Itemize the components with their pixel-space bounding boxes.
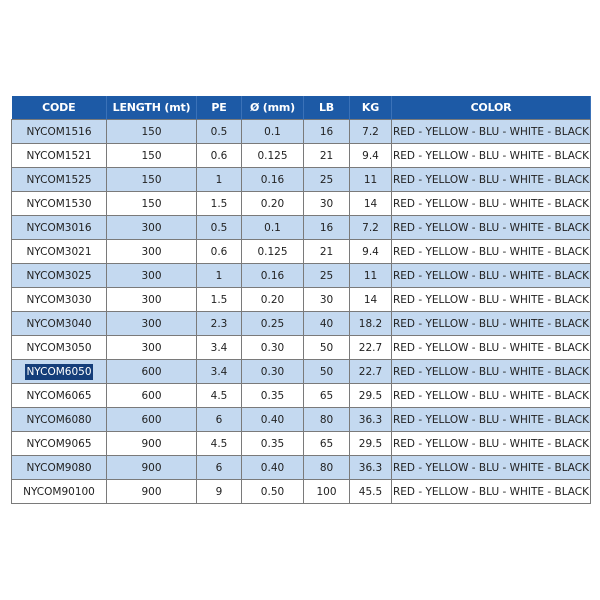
cell-kg: 9.4 [350, 144, 392, 168]
cell-pe: 0.6 [197, 144, 242, 168]
cell-color: RED - YELLOW - BLU - WHITE - BLACK [392, 480, 591, 504]
cell-length: 600 [107, 408, 197, 432]
cell-color: RED - YELLOW - BLU - WHITE - BLACK [392, 432, 591, 456]
cell-kg: 14 [350, 288, 392, 312]
cell-diameter: 0.25 [242, 312, 304, 336]
cell-lb: 50 [304, 360, 350, 384]
cell-color: RED - YELLOW - BLU - WHITE - BLACK [392, 264, 591, 288]
table-row [12, 144, 591, 168]
cell-code: NYCOM3050 [12, 336, 107, 360]
table-row [12, 240, 591, 264]
cell-lb: 50 [304, 336, 350, 360]
cell-length: 300 [107, 288, 197, 312]
cell-kg: 36.3 [350, 408, 392, 432]
table-header-row [12, 96, 591, 120]
header-kg: KG [350, 96, 392, 120]
cell-color: RED - YELLOW - BLU - WHITE - BLACK [392, 192, 591, 216]
cell-diameter: 0.125 [242, 144, 304, 168]
cell-code: NYCOM3030 [12, 288, 107, 312]
cell-code: NYCOM90100 [12, 480, 107, 504]
cell-pe: 1 [197, 264, 242, 288]
cell-length: 300 [107, 216, 197, 240]
cell-color: RED - YELLOW - BLU - WHITE - BLACK [392, 360, 591, 384]
cell-code [12, 360, 107, 384]
product-spec-table [11, 96, 591, 504]
cell-kg: 45.5 [350, 480, 392, 504]
table-row [12, 192, 591, 216]
cell-kg: 11 [350, 264, 392, 288]
cell-color: RED - YELLOW - BLU - WHITE - BLACK [392, 336, 591, 360]
cell-code: NYCOM9065 [12, 432, 107, 456]
header-lb: LB [304, 96, 350, 120]
cell-length: 150 [107, 120, 197, 144]
cell-kg: 22.7 [350, 360, 392, 384]
cell-lb: 80 [304, 408, 350, 432]
cell-lb: 65 [304, 384, 350, 408]
table-row [12, 168, 591, 192]
cell-kg: 36.3 [350, 456, 392, 480]
table-row [12, 216, 591, 240]
cell-length: 300 [107, 264, 197, 288]
cell-length: 150 [107, 192, 197, 216]
cell-code: NYCOM1530 [12, 192, 107, 216]
selected-text-highlight[interactable]: NYCOM6050 [26, 365, 92, 378]
cell-kg: 7.2 [350, 120, 392, 144]
cell-diameter: 0.20 [242, 288, 304, 312]
cell-kg: 14 [350, 192, 392, 216]
cell-kg: 29.5 [350, 432, 392, 456]
cell-pe: 1.5 [197, 288, 242, 312]
cell-color: RED - YELLOW - BLU - WHITE - BLACK [392, 120, 591, 144]
cell-code: NYCOM3025 [12, 264, 107, 288]
cell-code: NYCOM3021 [12, 240, 107, 264]
cell-color: RED - YELLOW - BLU - WHITE - BLACK [392, 144, 591, 168]
cell-lb: 40 [304, 312, 350, 336]
cell-color: RED - YELLOW - BLU - WHITE - BLACK [392, 408, 591, 432]
cell-color: RED - YELLOW - BLU - WHITE - BLACK [392, 216, 591, 240]
cell-diameter: 0.35 [242, 432, 304, 456]
cell-lb: 16 [304, 216, 350, 240]
table-row [12, 312, 591, 336]
cell-lb: 30 [304, 192, 350, 216]
cell-pe: 0.6 [197, 240, 242, 264]
cell-lb: 25 [304, 168, 350, 192]
cell-pe: 0.5 [197, 120, 242, 144]
cell-pe: 4.5 [197, 384, 242, 408]
table-row [12, 264, 591, 288]
cell-lb: 65 [304, 432, 350, 456]
cell-pe: 6 [197, 456, 242, 480]
cell-color: RED - YELLOW - BLU - WHITE - BLACK [392, 168, 591, 192]
cell-kg: 18.2 [350, 312, 392, 336]
cell-length: 900 [107, 480, 197, 504]
cell-diameter: 0.16 [242, 168, 304, 192]
table-row [12, 480, 591, 504]
cell-diameter: 0.30 [242, 360, 304, 384]
cell-color: RED - YELLOW - BLU - WHITE - BLACK [392, 240, 591, 264]
cell-color: RED - YELLOW - BLU - WHITE - BLACK [392, 288, 591, 312]
cell-diameter: 0.40 [242, 456, 304, 480]
cell-pe: 1.5 [197, 192, 242, 216]
table-row [12, 120, 591, 144]
cell-length: 300 [107, 312, 197, 336]
header-color: COLOR [392, 96, 591, 120]
cell-length: 150 [107, 168, 197, 192]
table-row [12, 456, 591, 480]
cell-kg: 7.2 [350, 216, 392, 240]
table-row [12, 432, 591, 456]
header-code: CODE [12, 96, 107, 120]
cell-length: 900 [107, 432, 197, 456]
cell-lb: 21 [304, 240, 350, 264]
cell-kg: 29.5 [350, 384, 392, 408]
table-row [12, 384, 591, 408]
cell-pe: 4.5 [197, 432, 242, 456]
cell-code: NYCOM1516 [12, 120, 107, 144]
cell-kg: 22.7 [350, 336, 392, 360]
cell-diameter: 0.40 [242, 408, 304, 432]
cell-diameter: 0.30 [242, 336, 304, 360]
table-row [12, 360, 591, 384]
cell-code: NYCOM6065 [12, 384, 107, 408]
cell-kg: 9.4 [350, 240, 392, 264]
cell-lb: 100 [304, 480, 350, 504]
cell-code: NYCOM3040 [12, 312, 107, 336]
table-row [12, 336, 591, 360]
cell-pe: 3.4 [197, 360, 242, 384]
cell-pe: 6 [197, 408, 242, 432]
cell-length: 300 [107, 240, 197, 264]
header-length: LENGTH (mt) [107, 96, 197, 120]
table-row [12, 408, 591, 432]
cell-pe: 2.3 [197, 312, 242, 336]
cell-code: NYCOM6080 [12, 408, 107, 432]
cell-pe: 0.5 [197, 216, 242, 240]
cell-lb: 16 [304, 120, 350, 144]
cell-length: 600 [107, 384, 197, 408]
cell-diameter: 0.50 [242, 480, 304, 504]
cell-diameter: 0.1 [242, 216, 304, 240]
cell-color: RED - YELLOW - BLU - WHITE - BLACK [392, 456, 591, 480]
table-row [12, 288, 591, 312]
cell-code: NYCOM1521 [12, 144, 107, 168]
cell-pe: 9 [197, 480, 242, 504]
cell-diameter: 0.35 [242, 384, 304, 408]
cell-diameter: 0.20 [242, 192, 304, 216]
cell-color: RED - YELLOW - BLU - WHITE - BLACK [392, 384, 591, 408]
cell-diameter: 0.16 [242, 264, 304, 288]
cell-lb: 21 [304, 144, 350, 168]
cell-kg: 11 [350, 168, 392, 192]
header-diameter: Ø (mm) [242, 96, 304, 120]
cell-code: NYCOM3016 [12, 216, 107, 240]
cell-lb: 30 [304, 288, 350, 312]
cell-length: 900 [107, 456, 197, 480]
cell-diameter: 0.1 [242, 120, 304, 144]
cell-color: RED - YELLOW - BLU - WHITE - BLACK [392, 312, 591, 336]
cell-lb: 80 [304, 456, 350, 480]
cell-length: 300 [107, 336, 197, 360]
cell-code: NYCOM1525 [12, 168, 107, 192]
cell-pe: 1 [197, 168, 242, 192]
cell-diameter: 0.125 [242, 240, 304, 264]
cell-lb: 25 [304, 264, 350, 288]
header-pe: PE [197, 96, 242, 120]
cell-pe: 3.4 [197, 336, 242, 360]
cell-length: 600 [107, 360, 197, 384]
cell-code: NYCOM9080 [12, 456, 107, 480]
cell-length: 150 [107, 144, 197, 168]
